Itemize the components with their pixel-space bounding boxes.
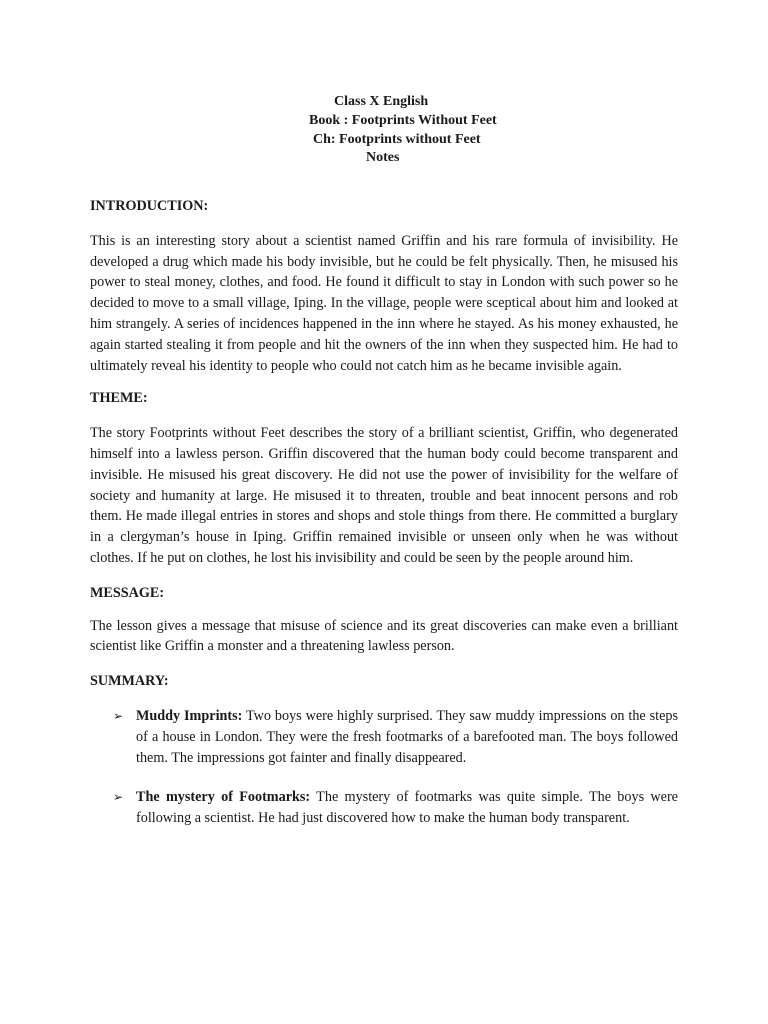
summary-item	[90, 706, 678, 768]
class-title: Class X English	[334, 94, 429, 109]
summary-list	[90, 706, 678, 829]
theme-heading: THEME:	[90, 390, 148, 407]
arrow-bullet-icon: ➢	[113, 708, 124, 723]
book-title: Book : Footprints Without Feet	[309, 113, 497, 128]
theme-paragraph: The story Footprints without Feet describes the story of a brilliant scientist, Griffin, who degenerated himself into a lawless person. Griffin discovered that the human body could become transparent and invisible. He misused his great discovery. He did not use the power of invisibility for the welfare of society and humanity at large. He misused it to threaten, trouble and beat innocent persons and rob them. He made illegal entries in stores and shops and stole things from there. He committed a burglary in a clergyman’s house in Iping. Griffin remained invisible or unseen only when he was without clothes. If he put on clothes, he lost his invisibility and could be seen by the people around him.	[90, 425, 678, 566]
summary-item-text: The mystery of footmarks was quite simple. The boys were following a scientist. He had just discovered how to make the human body transparent.	[136, 789, 678, 827]
summary-item-title: Muddy Imprints:	[136, 707, 243, 724]
chapter-title: Ch: Footprints without Feet	[313, 132, 481, 147]
message-paragraph: The lesson gives a message that misuse of science and its great discoveries can make even a brilliant scientist like Griffin a monster and a threatening lawless person.	[90, 617, 678, 655]
summary-item-text: Two boys were highly surprised. They saw muddy impressions on the steps of a house in London. They were the fresh footmarks of a barefooted man. The boys followed them. The impressions got fainter and finally disappeared.	[136, 707, 678, 766]
arrow-bullet-icon: ➢	[113, 790, 124, 805]
notes-title: Notes	[366, 150, 400, 165]
introduction-heading: INTRODUCTION:	[90, 198, 209, 214]
summary-item-title: The mystery of Footmarks:	[136, 789, 311, 806]
summary-heading: SUMMARY:	[90, 673, 169, 690]
document-body	[90, 196, 678, 848]
summary-item	[90, 787, 678, 829]
message-heading: MESSAGE:	[90, 584, 165, 601]
introduction-paragraph: This is an interesting story about a scientist named Griffin and his rare formula of invisibility. He developed a drug which made his body invisible, but he could be felt physically. Then, he misused his power to steal money, clothes, and food. He found it difficult to stay in London with such power so he decided to move to a small village, Iping. In the village, people were sceptical about him and looked at him strangely. A series of incidences happened in the inn where he stayed. As his money exhausted, he again started stealing it from people and hit the owners of the inn when they suspected him. He had to ultimately reveal his identity to people who could not catch him as he became invisible again.	[90, 232, 678, 374]
